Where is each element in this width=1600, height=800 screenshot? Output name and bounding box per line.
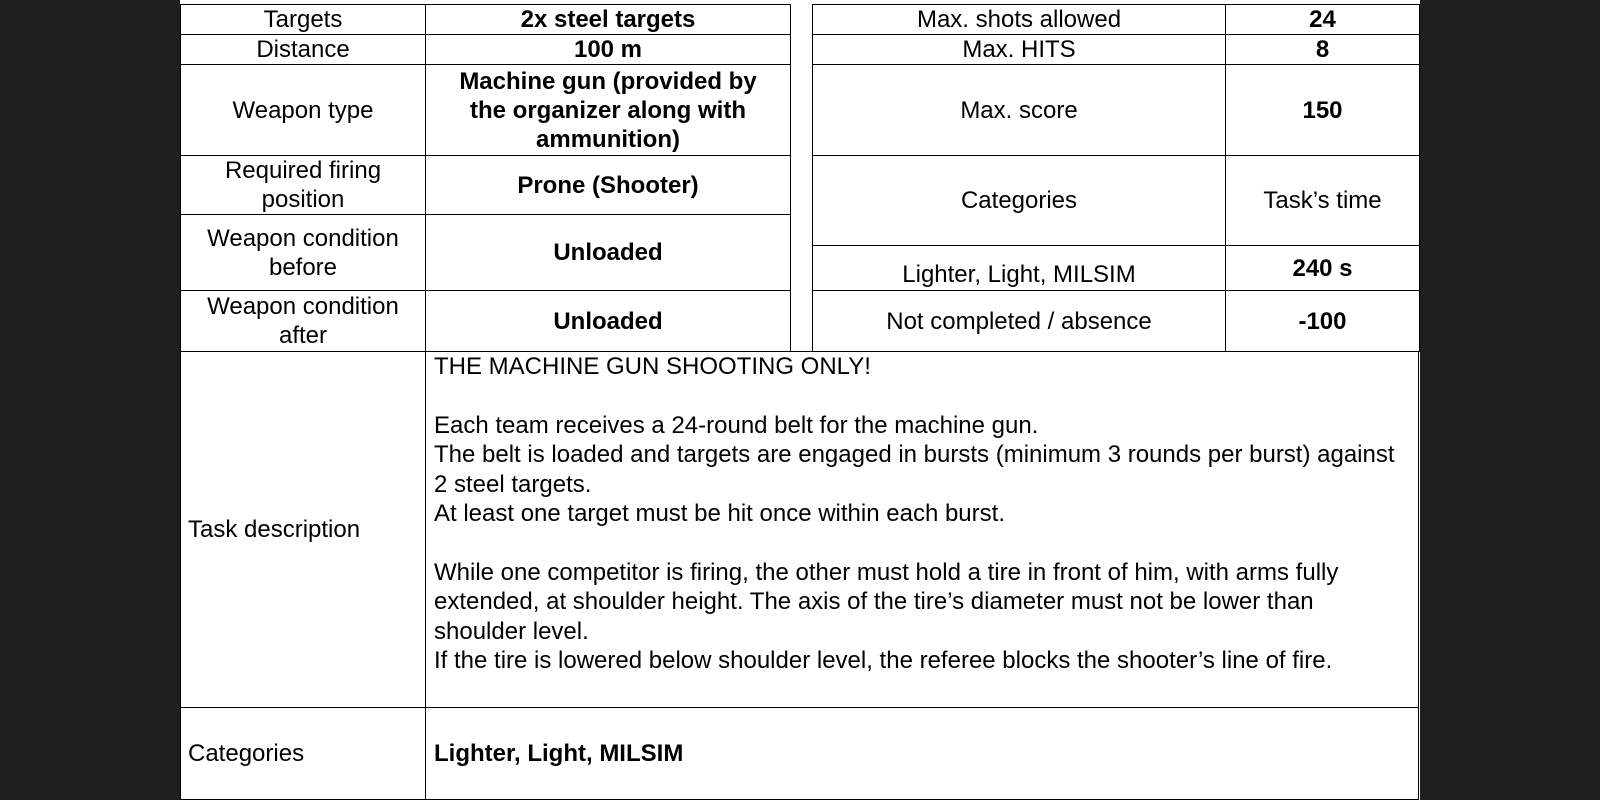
condition-before-label: Weapon condition before [180,214,426,291]
max-score-value: 150 [1225,64,1420,156]
task-line-2: The belt is loaded and targets are engaged in bursts (minimum 3 rounds per burst) against 2 steel targets. [434,441,1395,498]
targets-label: Targets [180,4,426,35]
firing-position-value: Prone (Shooter) [425,155,791,215]
task-line-4: While one competitor is firing, the other must hold a tire in front of him, with arms fully extended, at shoulder height. The axis of the tire’s diameter must not be lower than shoulder level. [434,558,1339,645]
task-description-label: Task description [180,351,426,708]
distance-value: 100 m [425,34,791,65]
categories-row-label: Categories [180,707,426,800]
weapon-type-label: Weapon type [180,64,426,156]
task-description-text [434,352,1410,676]
weapon-type-value: Machine gun (provided by the organizer along with ammunition) [425,64,791,156]
task-description-body [425,351,1419,708]
categories-header: Categories [812,155,1226,246]
document-page [180,0,1420,800]
task-line-5: If the tire is lowered below shoulder level, the referee blocks the shooter’s line of fire. [434,647,1333,674]
category-row-label: Lighter, Light, MILSIM [812,245,1226,291]
not-completed-value: -100 [1225,290,1420,352]
category-row-time: 240 s [1225,245,1420,291]
task-line-1: Each team receives a 24-round belt for the machine gun. [434,411,1039,439]
targets-value: 2x steel targets [425,4,791,35]
condition-before-value: Unloaded [425,214,791,291]
condition-after-value: Unloaded [425,290,791,352]
firing-position-label: Required firing position [180,155,426,215]
max-hits-label: Max. HITS [812,34,1226,65]
categories-row-value: Lighter, Light, MILSIM [425,707,1419,800]
max-shots-label: Max. shots allowed [812,4,1226,35]
task-line-3: At least one target must be hit once within each burst. [434,500,1005,527]
condition-after-label: Weapon condition after [180,290,426,352]
max-score-label: Max. score [812,64,1226,156]
task-heading: THE MACHINE GUN SHOOTING ONLY! [434,353,871,380]
max-shots-value: 24 [1225,4,1420,35]
not-completed-label: Not completed / absence [812,290,1226,352]
max-hits-value: 8 [1225,34,1420,65]
tasks-time-header: Task’s time [1225,155,1420,246]
distance-label: Distance [180,34,426,65]
